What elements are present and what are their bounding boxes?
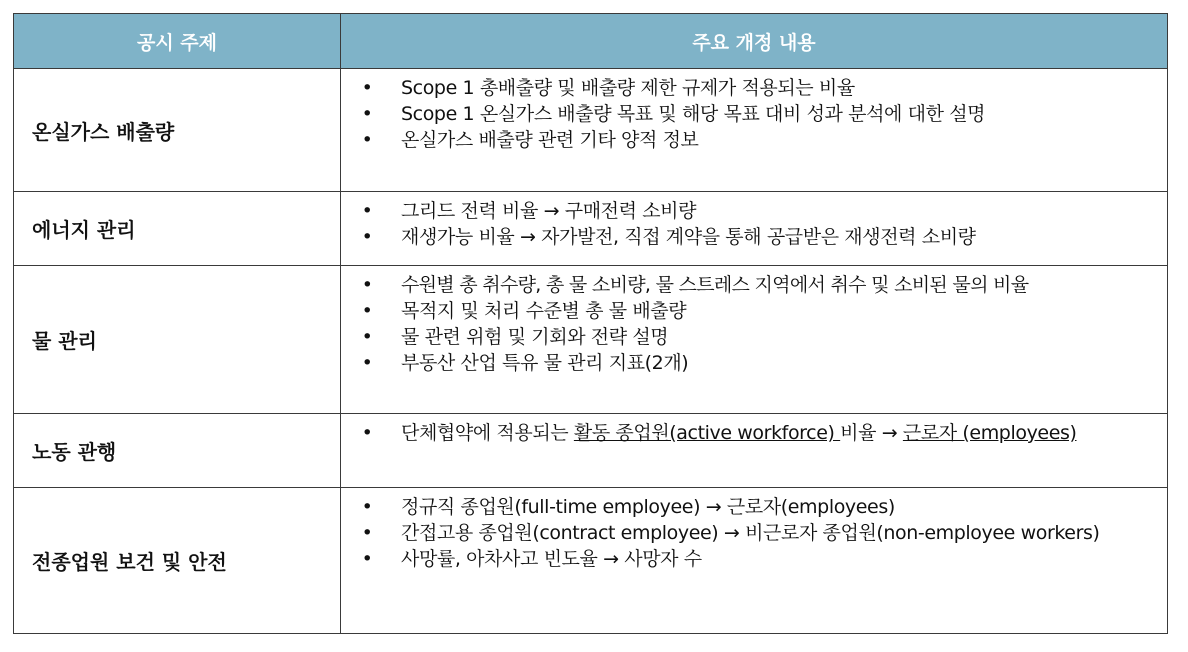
list-item-text-prefix: 단체협약에 적용되는 xyxy=(401,422,574,444)
list-item xyxy=(359,198,1151,224)
bullet-icon: • xyxy=(361,300,373,322)
list-item xyxy=(359,224,1151,250)
list-item xyxy=(359,75,1151,101)
table-row xyxy=(14,414,1168,488)
bullet-icon: • xyxy=(361,522,373,544)
list-item xyxy=(359,494,1151,520)
list-item xyxy=(359,324,1151,350)
list-item xyxy=(359,127,1151,153)
content-cell xyxy=(341,266,1168,414)
list-item xyxy=(359,420,1151,446)
content-cell xyxy=(341,69,1168,192)
bullet-icon: • xyxy=(361,200,373,222)
list-item xyxy=(359,546,1151,572)
content-cell xyxy=(341,414,1168,488)
table-header-row xyxy=(14,14,1168,69)
list-item-text: 사망률, 아차사고 빈도율 → 사망자 수 xyxy=(401,548,702,570)
revision-list xyxy=(359,198,1151,250)
header-revision: 주요 개정 내용 xyxy=(341,14,1168,69)
topic-cell: 노동 관행 xyxy=(14,414,341,488)
bullet-icon: • xyxy=(361,226,373,248)
list-item-text: 간접고용 종업원(contract employee) → 비근로자 종업원(non-employee workers) xyxy=(401,522,1100,544)
content-cell xyxy=(341,488,1168,634)
list-item xyxy=(359,272,1151,298)
table-row xyxy=(14,69,1168,192)
topic-cell: 물 관리 xyxy=(14,266,341,414)
bullet-icon: • xyxy=(361,326,373,348)
list-item-text: Scope 1 총배출량 및 배출량 제한 규제가 적용되는 비율 xyxy=(401,77,855,99)
list-item xyxy=(359,101,1151,127)
bullet-icon: • xyxy=(361,103,373,125)
list-item-text: 목적지 및 처리 수준별 총 물 배출량 xyxy=(401,300,687,322)
topic-cell: 에너지 관리 xyxy=(14,192,341,266)
list-item-text: 재생가능 비율 → 자가발전, 직접 계약을 통해 공급받은 재생전력 소비량 xyxy=(401,226,976,248)
list-item xyxy=(359,520,1151,546)
underlined-term-active-workforce: 활동 종업원(active workforce) xyxy=(573,422,841,444)
bullet-icon: • xyxy=(361,548,373,570)
list-item xyxy=(359,298,1151,324)
table-row xyxy=(14,266,1168,414)
list-item-text: Scope 1 온실가스 배출량 목표 및 해당 목표 대비 성과 분석에 대한 설명 xyxy=(401,103,986,125)
disclosure-revision-table xyxy=(13,13,1168,634)
revision-list xyxy=(359,75,1151,153)
content-cell xyxy=(341,192,1168,266)
header-topic: 공시 주제 xyxy=(14,14,341,69)
bullet-icon: • xyxy=(361,422,373,444)
bullet-icon: • xyxy=(361,77,373,99)
list-item-text: 부동산 산업 특유 물 관리 지표(2개) xyxy=(401,352,689,374)
bullet-icon: • xyxy=(361,352,373,374)
table-row xyxy=(14,488,1168,634)
underlined-term-employees: 근로자 (employees) xyxy=(902,422,1077,444)
bullet-icon: • xyxy=(361,129,373,151)
list-item-text: 수원별 총 취수량, 총 물 소비량, 물 스트레스 지역에서 취수 및 소비된 물의 비율 xyxy=(401,274,1029,296)
bullet-icon: • xyxy=(361,496,373,518)
revision-list xyxy=(359,494,1151,572)
revision-list xyxy=(359,272,1151,376)
list-item-text: 그리드 전력 비율 → 구매전력 소비량 xyxy=(401,200,697,222)
revision-list xyxy=(359,420,1151,446)
topic-cell: 온실가스 배출량 xyxy=(14,69,341,192)
table-row xyxy=(14,192,1168,266)
disclosure-table-container xyxy=(13,13,1168,634)
list-item-text: 온실가스 배출량 관련 기타 양적 정보 xyxy=(401,129,699,151)
list-item xyxy=(359,350,1151,376)
list-item-text-middle: 비율 → xyxy=(840,422,903,444)
list-item-text: 물 관련 위험 및 기회와 전략 설명 xyxy=(401,326,669,348)
topic-cell: 전종업원 보건 및 안전 xyxy=(14,488,341,634)
list-item-text: 정규직 종업원(full-time employee) → 근로자(employees) xyxy=(401,496,895,518)
bullet-icon: • xyxy=(361,274,373,296)
